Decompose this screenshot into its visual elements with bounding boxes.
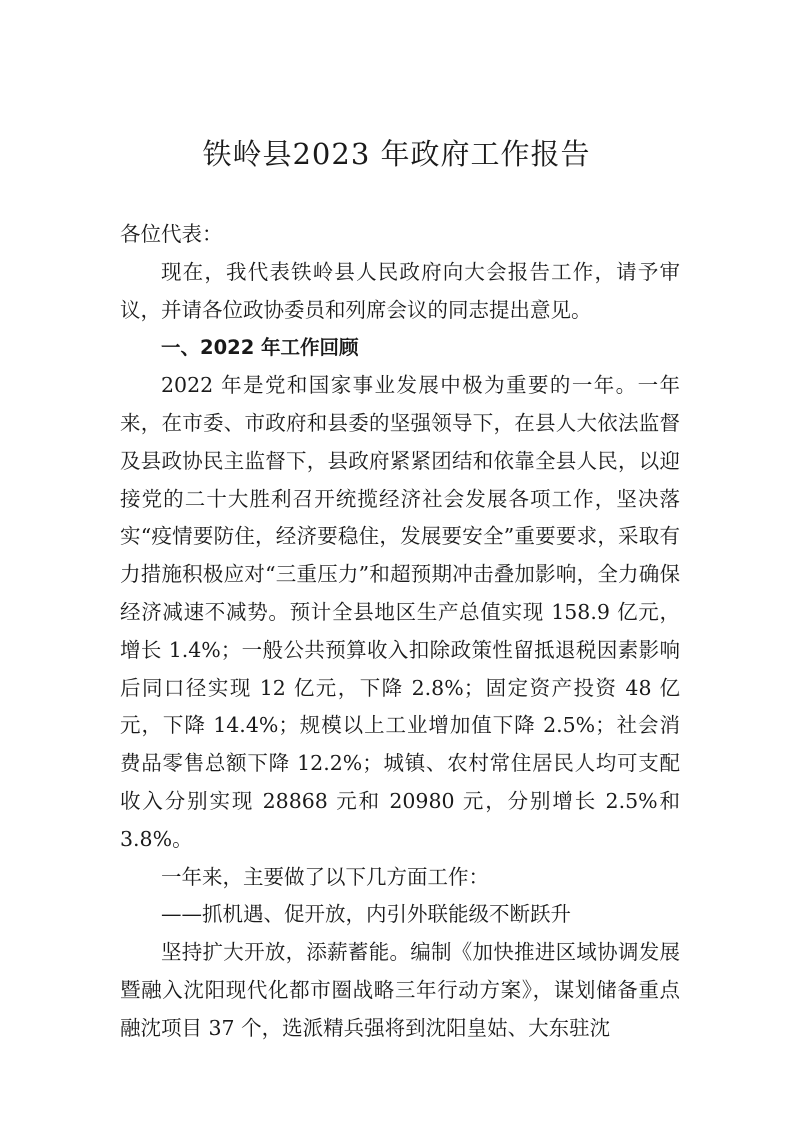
section-heading: 一、2022 年工作回顾 [161, 336, 359, 360]
intro-paragraph: 现在，我代表铁岭县人民政府向大会报告工作，请予审议，并请各位政协委员和列席会议的同志提出意见。 [120, 259, 680, 322]
salutation: 各位代表： [120, 222, 223, 246]
review-paragraph: 2022 年是党和国家事业发展中极为重要的一年。一年来，在市委、市政府和县委的坚强领导下，在县人大依法监督及县政协民主监督下，县政府紧紧团结和依靠全县人民，以迎接党的二十大胜利召开统揽经济社会发展各项工作，坚决落实“疫情要防住，经济要稳住，发展要安全”重要要求，采取有力措施积极应对“三重压力”和超预期冲击叠加影响，全力确保经济减速不减势。预计全县地区生产总值实现 158.9 亿元，增长 1.4%；一般公共预算收入扣除政策性留抵退税因素影响后同口径实现 12 亿元，下降 2.8%；固定资产投资 48 亿元，下降 14.4%；规模以上工业增加值下降 2.5%；社会消费品零售总额下降 12.2%；城镇、农村常住居民人均可支配收入分别实现 28868 元和 20980 元，分别增长 2.5%和 3.8%。 [120, 373, 680, 851]
document-title: 铁岭县2023 年政府工作报告 [202, 137, 591, 171]
document-body [120, 216, 680, 1048]
subsection-heading: ——抓机遇、促开放，内引外联能级不断跃升 [161, 902, 571, 927]
work-summary-paragraph: 一年来，主要做了以下几方面工作： [161, 864, 489, 889]
opening-paragraph: 坚持扩大开放，添薪蓄能。编制《加快推进区域协调发展暨融入沈阳现代化都市圈战略三年行动方案》，谋划储备重点融沈项目 37 个，选派精兵强将到沈阳皇姑、大东驻沈 [120, 940, 680, 1040]
